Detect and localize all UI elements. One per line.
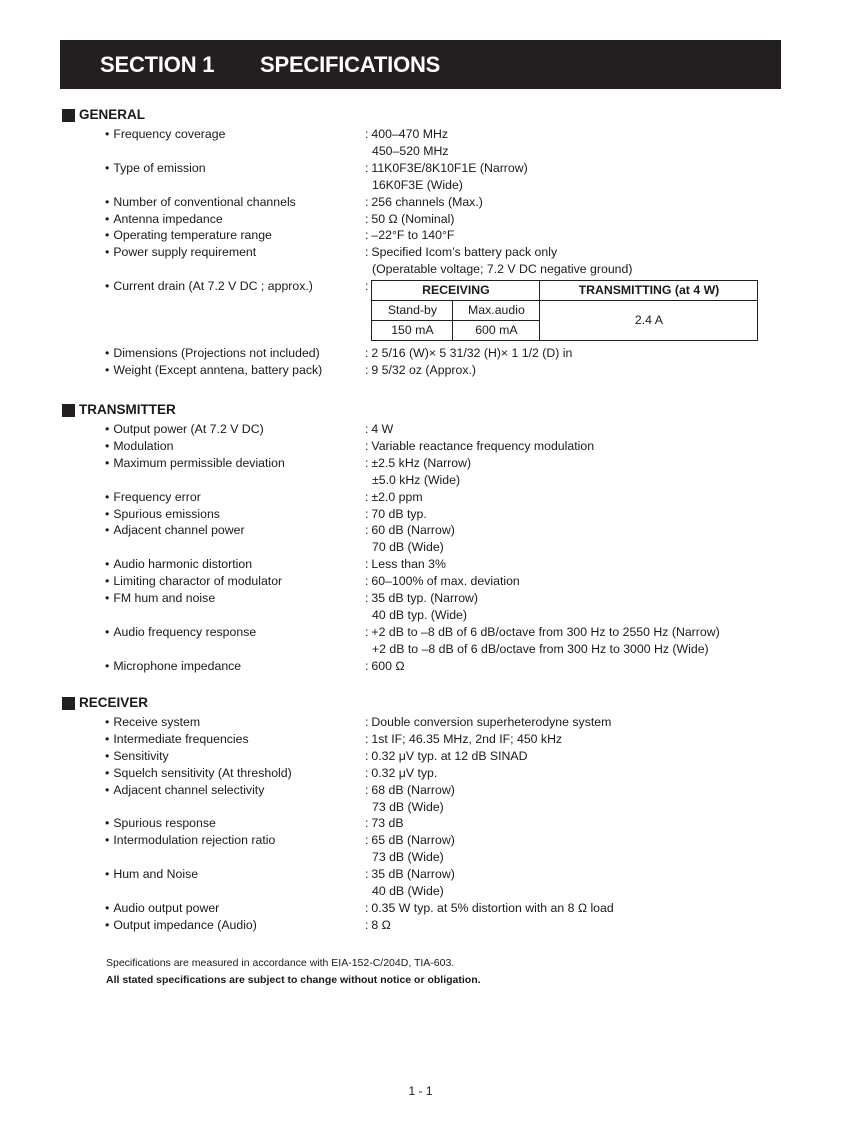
spec-row xyxy=(62,421,782,438)
spec-value: 40 dB typ. (Wide) xyxy=(372,607,467,622)
spec-row xyxy=(62,455,782,489)
transmitter-section xyxy=(62,402,782,675)
spec-value: : 256 channels (Max.) xyxy=(365,194,782,211)
spec-value: : 70 dB typ. xyxy=(365,506,782,523)
spec-label: • Spurious response xyxy=(105,815,216,832)
spec-value: : 0.32 μV typ. at 12 dB SINAD xyxy=(365,748,782,765)
spec-label: • Modulation xyxy=(105,438,173,455)
spec-value: : 400–470 MHz xyxy=(365,126,782,143)
transmitter-heading: TRANSMITTER xyxy=(62,402,782,418)
spec-value: : 600 Ω xyxy=(365,658,782,675)
square-bullet-icon xyxy=(62,697,75,710)
spec-label: • Sensitivity xyxy=(105,748,169,765)
spec-value: 73 dB (Wide) xyxy=(372,850,444,865)
section-label: SECTION 1 xyxy=(100,52,215,77)
spec-value: : 68 dB (Narrow) xyxy=(365,782,782,799)
spec-value: 70 dB (Wide) xyxy=(372,540,444,555)
spec-label: • Spurious emissions xyxy=(105,506,220,523)
spec-value: : 9 5/32 oz (Approx.) xyxy=(365,362,782,379)
spec-row xyxy=(62,658,782,675)
spec-row xyxy=(62,748,782,765)
spec-value: : 11K0F3E/8K10F1E (Narrow) xyxy=(365,160,782,177)
spec-row xyxy=(62,624,782,658)
spec-row xyxy=(62,194,782,211)
standby-value: 150 mA xyxy=(372,321,453,341)
spec-label: • Dimensions (Projections not included) xyxy=(105,345,320,362)
spec-row xyxy=(62,731,782,748)
spec-label: • Intermediate frequencies xyxy=(105,731,249,748)
spec-value: : ±2.5 kHz (Narrow) xyxy=(365,455,782,472)
spec-label: • Audio frequency response xyxy=(105,624,256,641)
spec-label: • Output impedance (Audio) xyxy=(105,917,257,934)
spec-value: : 0.32 μV typ. xyxy=(365,765,782,782)
spec-label: • Receive system xyxy=(105,714,200,731)
footnotes xyxy=(106,955,481,989)
spec-value: : 60 dB (Narrow) xyxy=(365,522,782,539)
spec-value: : Specified Icom’s battery pack only xyxy=(365,244,782,261)
spec-value: : +2 dB to –8 dB of 6 dB/octave from 300 Hz to 2550 Hz (Narrow) xyxy=(365,624,782,641)
spec-value: : 2 5/16 (W)× 5 31/32 (H)× 1 1/2 (D) in xyxy=(365,345,782,362)
spec-row xyxy=(62,714,782,731)
spec-value: : ±2.0 ppm xyxy=(365,489,782,506)
spec-value: : 8 Ω xyxy=(365,917,782,934)
spec-value: : 65 dB (Narrow) xyxy=(365,832,782,849)
spec-label: • Frequency coverage xyxy=(105,126,225,143)
spec-label: • Audio harmonic distortion xyxy=(105,556,252,573)
maxaudio-value: 600 mA xyxy=(453,321,540,341)
spec-label: • Adjacent channel selectivity xyxy=(105,782,264,799)
spec-value: 450–520 MHz xyxy=(372,143,449,158)
spec-label: • Limiting charactor of modulator xyxy=(105,573,282,590)
spec-row xyxy=(62,506,782,523)
receiver-heading: RECEIVER xyxy=(62,695,782,711)
spec-label: • Weight (Except anntena, battery pack) xyxy=(105,362,322,379)
spec-label: • Power supply requirement xyxy=(105,244,256,261)
general-spec-list-continued xyxy=(62,345,782,379)
spec-row xyxy=(62,362,782,379)
spec-label: • FM hum and noise xyxy=(105,590,215,607)
spec-row xyxy=(62,590,782,624)
page-title: SPECIFICATIONS xyxy=(260,52,441,77)
spec-row xyxy=(62,832,782,866)
spec-value: : 35 dB typ. (Narrow) xyxy=(365,590,782,607)
spec-label: • Adjacent channel power xyxy=(105,522,245,539)
spec-row xyxy=(62,866,782,900)
spec-value: 73 dB (Wide) xyxy=(372,799,444,814)
spec-row xyxy=(62,160,782,194)
spec-value: ±5.0 kHz (Wide) xyxy=(372,472,461,487)
spec-value: : 60–100% of max. deviation xyxy=(365,573,782,590)
spec-value: : 1st IF; 46.35 MHz, 2nd IF; 450 kHz xyxy=(365,731,782,748)
spec-value: : 4 W xyxy=(365,421,782,438)
spec-row xyxy=(62,489,782,506)
spec-label: • Number of conventional channels xyxy=(105,194,296,211)
spec-value: +2 dB to –8 dB of 6 dB/octave from 300 Hz to 3000 Hz (Wide) xyxy=(372,641,709,656)
current-drain-table xyxy=(371,280,758,341)
spec-value: (Operatable voltage; 7.2 V DC negative ground) xyxy=(372,262,633,277)
spec-label: • Maximum permissible deviation xyxy=(105,455,285,472)
spec-row xyxy=(62,815,782,832)
spec-label: • Squelch sensitivity (At threshold) xyxy=(105,765,292,782)
spec-row xyxy=(62,244,782,278)
spec-label: • Antenna impedance xyxy=(105,211,223,228)
spec-row xyxy=(62,900,782,917)
receiving-header: RECEIVING xyxy=(372,281,540,301)
spec-label: • Audio output power xyxy=(105,900,219,917)
spec-value: 16K0F3E (Wide) xyxy=(372,177,463,192)
transmitting-header: TRANSMITTING (at 4 W) xyxy=(540,281,758,301)
spec-row xyxy=(62,438,782,455)
spec-value: : 73 dB xyxy=(365,815,782,832)
section-banner xyxy=(60,40,781,89)
spec-label: • Microphone impedance xyxy=(105,658,241,675)
receiver-spec-list xyxy=(62,714,782,934)
spec-value: : Variable reactance frequency modulation xyxy=(365,438,782,455)
spec-row xyxy=(62,345,782,362)
spec-value: : Double conversion superheterodyne system xyxy=(365,714,782,731)
spec-row xyxy=(62,573,782,590)
transmitter-spec-list xyxy=(62,421,782,675)
current-drain-row: • Current drain (At 7.2 V DC ; approx.) : RECEIVING TRANSMITTING (at 4 W) Stand-by Max.audio 2.4 A 150 mA 600 mA xyxy=(62,278,782,341)
spec-label: • Current drain (At 7.2 V DC ; approx.) xyxy=(105,278,313,295)
spec-row xyxy=(62,211,782,228)
spec-label: • Frequency error xyxy=(105,489,201,506)
general-section xyxy=(62,107,782,379)
transmitting-value: 2.4 A xyxy=(540,301,758,341)
maxaudio-label: Max.audio xyxy=(453,301,540,321)
spec-value: : 0.35 W typ. at 5% distortion with an 8 Ω load xyxy=(365,900,782,917)
receiver-section xyxy=(62,695,782,934)
spec-label: • Type of emission xyxy=(105,160,206,177)
general-spec-list xyxy=(62,126,782,278)
square-bullet-icon xyxy=(62,404,75,417)
page-number: 1 - 1 xyxy=(408,1084,433,1098)
spec-label: • Hum and Noise xyxy=(105,866,198,883)
spec-value: : –22°F to 140°F xyxy=(365,227,782,244)
measurement-note: Specifications are measured in accordance with EIA-152-C/204D, TIA-603. xyxy=(106,957,455,969)
spec-row xyxy=(62,556,782,573)
standby-label: Stand-by xyxy=(372,301,453,321)
square-bullet-icon xyxy=(62,109,75,122)
spec-value: 40 dB (Wide) xyxy=(372,884,444,899)
spec-row xyxy=(62,765,782,782)
spec-row xyxy=(62,782,782,816)
spec-label: • Output power (At 7.2 V DC) xyxy=(105,421,264,438)
spec-row xyxy=(62,522,782,556)
spec-row xyxy=(62,917,782,934)
spec-row xyxy=(62,126,782,160)
disclaimer-note: All stated specifications are subject to change without notice or obligation. xyxy=(106,974,481,986)
spec-label: • Intermodulation rejection ratio xyxy=(105,832,275,849)
spec-label: • Operating temperature range xyxy=(105,227,272,244)
spec-value: : Less than 3% xyxy=(365,556,782,573)
spec-value: : 50 Ω (Nominal) xyxy=(365,211,782,228)
general-heading: GENERAL xyxy=(62,107,782,123)
spec-value: : 35 dB (Narrow) xyxy=(365,866,782,883)
spec-row xyxy=(62,227,782,244)
